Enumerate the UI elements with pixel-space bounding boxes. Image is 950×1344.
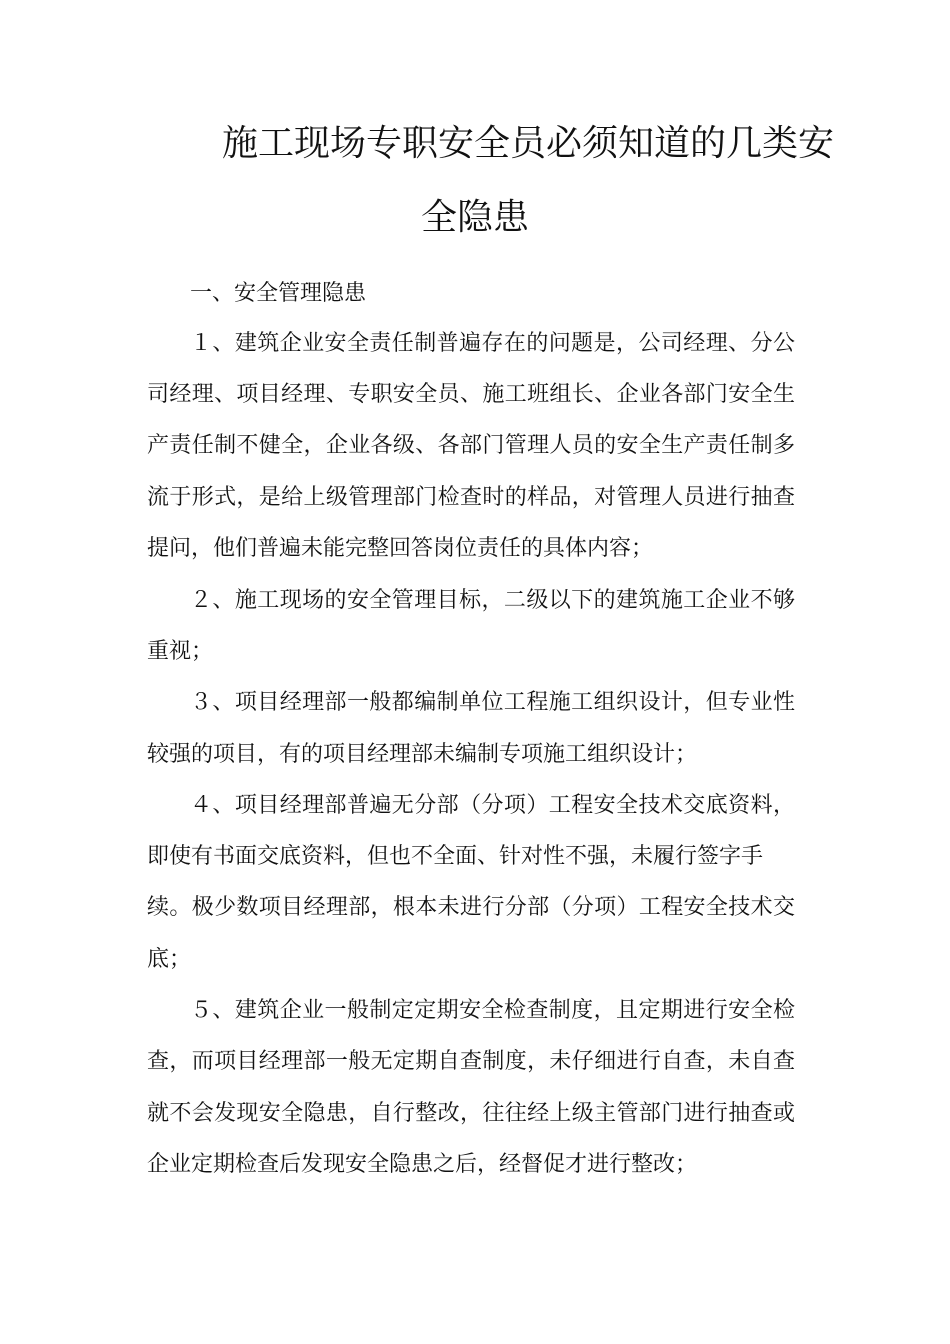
- item-1-line-2: 司经理、项目经理、专职安全员、施工班组长、企业各部门安全生: [147, 382, 795, 407]
- item-2-line-1: ２、施工现场的安全管理目标，二级以下的建筑施工企业不够: [190, 588, 795, 613]
- item-1-line-5: 提问，他们普遍未能完整回答岗位责任的具体内容；: [147, 536, 654, 561]
- section-heading: 一、安全管理隐患: [190, 281, 367, 306]
- item-3-line-2: 较强的项目，有的项目经理部未编制专项施工组织设计；: [147, 742, 698, 767]
- item-3-line-1: ３、项目经理部一般都编制单位工程施工组织设计，但专业性: [190, 690, 795, 715]
- item-1-line-3: 产责任制不健全，企业各级、各部门管理人员的安全生产责任制多: [147, 433, 795, 458]
- item-1-line-4: 流于形式，是给上级管理部门检查时的样品，对管理人员进行抽查: [147, 485, 795, 510]
- item-5-line-1: ５、建筑企业一般制定定期安全检查制度，且定期进行安全检: [190, 998, 795, 1023]
- item-5-line-2: 查，而项目经理部一般无定期自查制度，未仔细进行自查，未自查: [147, 1049, 795, 1074]
- item-2-line-2: 重视；: [147, 639, 214, 664]
- item-5-line-3: 就不会发现安全隐患，自行整改，往往经上级主管部门进行抽查或: [147, 1101, 795, 1126]
- item-4-line-1: ４、项目经理部普遍无分部（分项）工程安全技术交底资料，: [190, 793, 795, 818]
- document-title-line-2: 全隐患: [420, 197, 529, 238]
- item-1-line-1: １、建筑企业安全责任制普遍存在的问题是，公司经理、分公: [190, 331, 795, 356]
- document-title-line-1: 施工现场专职安全员必须知道的几类安: [222, 123, 835, 164]
- item-4-line-3: 续。极少数项目经理部，根本未进行分部（分项）工程安全技术交: [147, 895, 795, 920]
- item-4-line-4: 底；: [147, 947, 192, 972]
- item-5-line-4: 企业定期检查后发现安全隐患之后，经督促才进行整改；: [147, 1152, 698, 1177]
- item-4-line-2: 即使有书面交底资料，但也不全面、针对性不强，未履行签字手: [147, 844, 764, 869]
